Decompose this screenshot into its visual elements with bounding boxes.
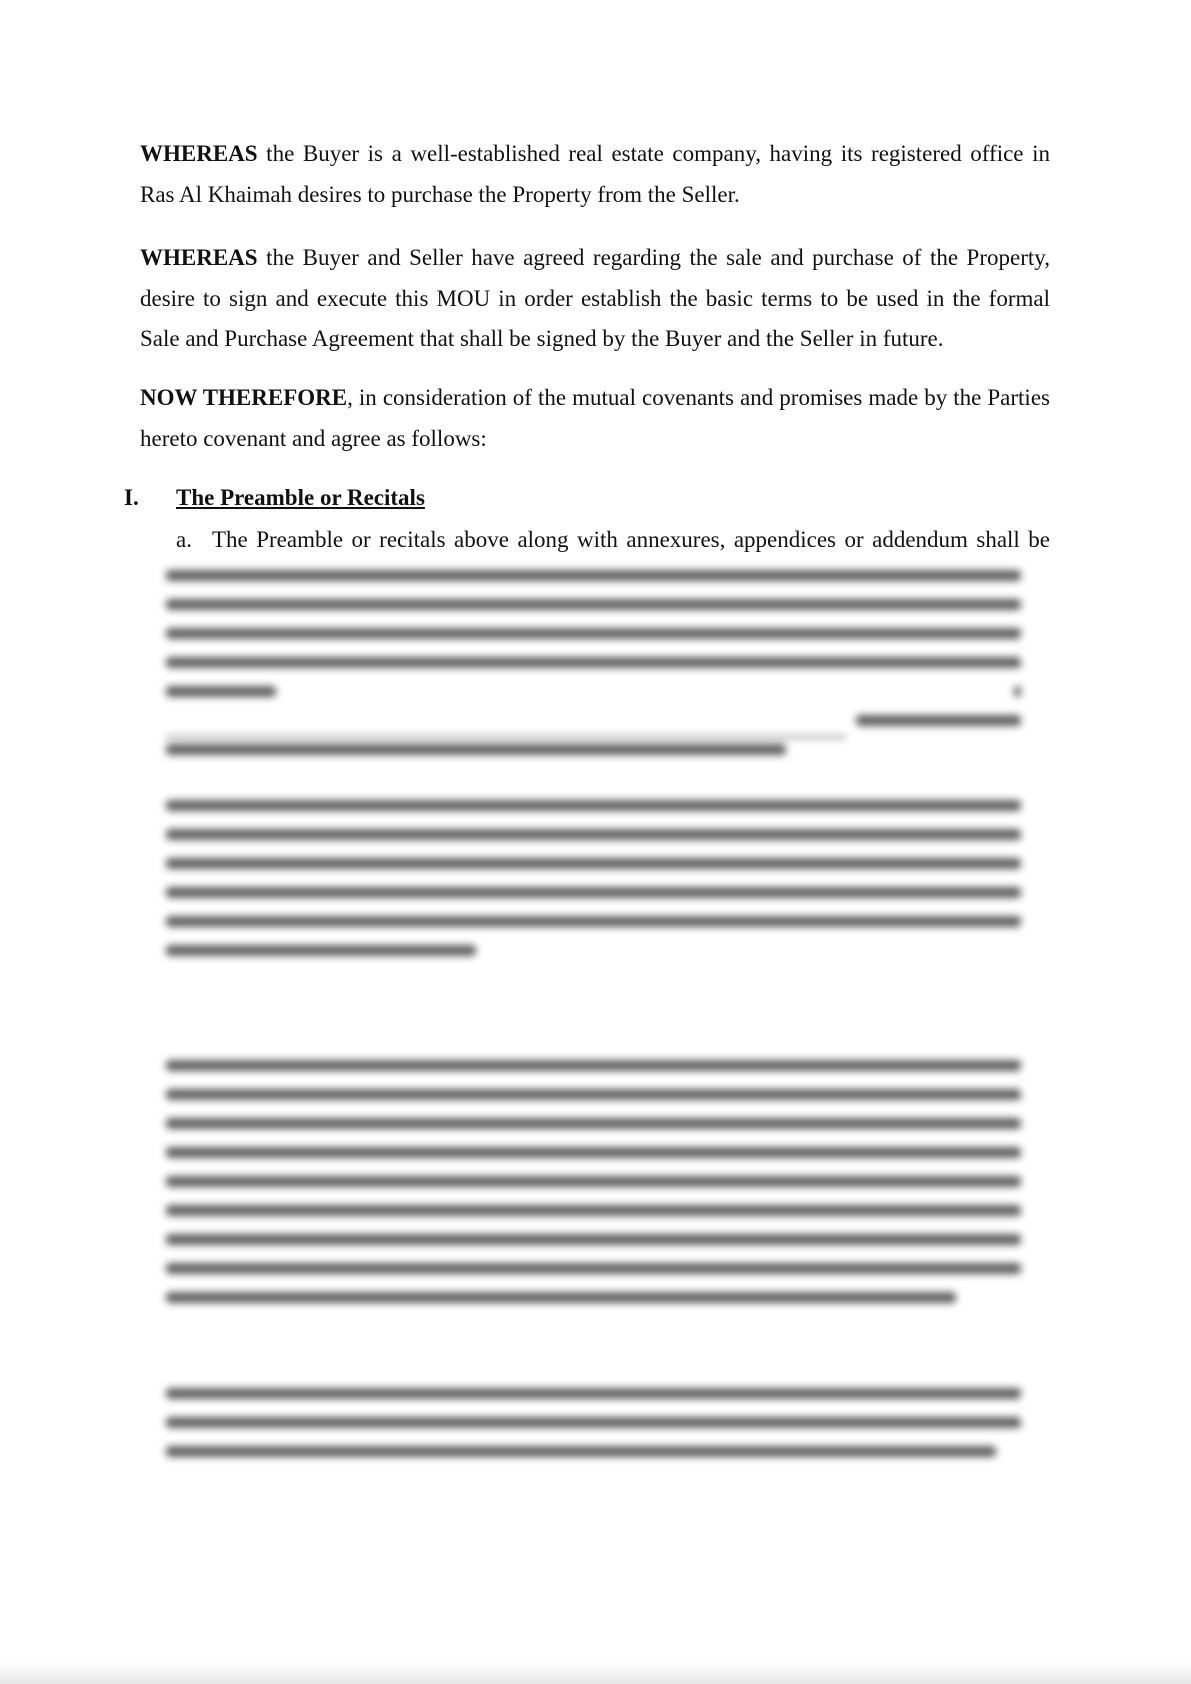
blurred-paragraph-4 [166,1388,1021,1488]
now-therefore-paragraph [140,378,1050,459]
blurred-paragraph-1 [166,570,1021,770]
item-text: The Preamble or recitals above along with annexures, appendices or addendum shall be [212,527,1050,552]
section-number: I. [124,485,139,510]
paragraph-lead: NOW THEREFORE [140,385,348,410]
paragraph-text: the Buyer is a well-established real estate company, having its registered office in Ras Al Khaimah desires to purchase the Property from the Seller. [140,141,1050,207]
whereas-paragraph-2 [140,238,1050,360]
blurred-paragraph-2 [166,800,1021,990]
item-marker: a. [176,527,192,552]
paragraph-text: the Buyer and Seller have agreed regarding the sale and purchase of the Property, desire to sign and execute this MOU in order establish the basic terms to be used in the formal Sale and Purchase Agreement that shall be signed by the Buyer and the Seller in future. [140,245,1050,351]
blurred-content [0,560,1191,1500]
paragraph-text: , in consideration of the mutual covenants and promises made by the Parties hereto covenant and agree as follows: [140,385,1050,451]
page-bottom-edge [0,1662,1191,1684]
blurred-paragraph-3 [166,1060,1021,1320]
whereas-paragraph-1 [140,134,1050,215]
paragraph-lead: WHEREAS [140,245,258,270]
section-item-a [176,524,1050,556]
paragraph-lead: WHEREAS [140,141,258,166]
section-title: The Preamble or Recitals [176,485,425,510]
